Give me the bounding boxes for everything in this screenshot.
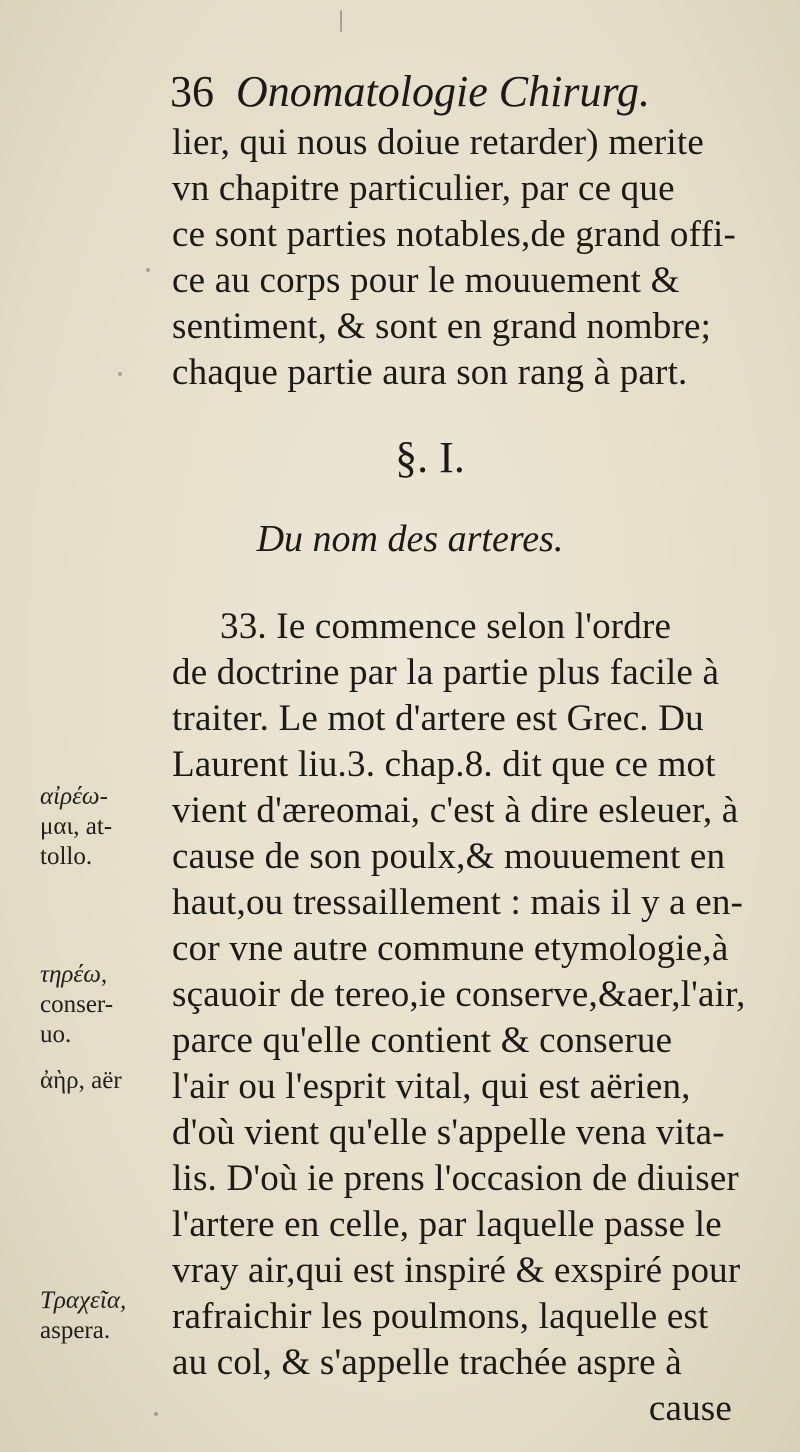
margin-line: tollo.: [40, 843, 93, 870]
page-header: [170, 62, 770, 122]
text-line: vient d'æreomai, c'est à dire esleuer, à: [172, 790, 739, 831]
paper-speck: [118, 372, 122, 376]
margin-line: aspera.: [40, 1317, 111, 1344]
margin-note: [40, 1066, 158, 1096]
text-line: cause de son poulx,& mouuement en: [172, 836, 726, 877]
text-line: ce sont parties notables,de grand offi-: [172, 214, 736, 255]
page-number: 36: [170, 67, 214, 116]
text-line: sçauoir de tereo,ie conserve,&aer,l'air,: [172, 974, 746, 1015]
paragraph-33: [172, 604, 772, 1432]
paper-speck: [340, 10, 342, 32]
text-line: sentiment, & sont en grand nombre;: [172, 306, 712, 347]
text-line: Laurent liu.3. chap.8. dit que ce mot: [172, 744, 716, 785]
margin-note: [40, 782, 158, 872]
paper-speck: [154, 1412, 158, 1416]
text-line: 33. Ie commence selon l'ordre: [220, 606, 672, 647]
text-line: parce qu'elle contient & conserue: [172, 1020, 673, 1061]
text-line: d'où vient qu'elle s'appelle vena vita-: [172, 1112, 725, 1153]
margin-note: [40, 1286, 158, 1346]
text-line: vn chapitre particulier, par ce que: [172, 168, 675, 209]
margin-line: conser-: [40, 991, 114, 1018]
margin-note: [40, 960, 158, 1050]
paper-speck: [146, 268, 150, 272]
margin-line: τηρέω,: [40, 961, 108, 988]
text-line: au col, & s'appelle trachée aspre à: [172, 1342, 682, 1383]
section-number: §. I.: [395, 433, 465, 482]
text-line: de doctrine par la partie plus facile à: [172, 652, 720, 693]
catchword: cause: [648, 1388, 732, 1429]
margin-line: αἰρέω-: [40, 783, 108, 810]
text-line: ce au corps pour le mouuement &: [172, 260, 680, 301]
text-line: l'air ou l'esprit vital, qui est aërien,: [172, 1066, 691, 1107]
text-line: lis. D'où ie prens l'occasion de diuiser: [172, 1158, 739, 1199]
text-line: chaque partie aura son rang à part.: [172, 352, 688, 393]
text-line: traiter. Le mot d'artere est Grec. Du: [172, 698, 704, 739]
running-title: Onomatologie Chirurg.: [236, 67, 650, 116]
text-line: haut,ou tressaillement : mais il y a en-: [172, 882, 744, 923]
margin-line: uo.: [40, 1021, 72, 1048]
section-title: Du nom des arteres.: [256, 518, 564, 560]
text-line: l'artere en celle, par laquelle passe le: [172, 1204, 722, 1245]
margin-line: ἀὴρ, aër: [40, 1067, 122, 1094]
margin-line: Τραχεῖα,: [40, 1287, 127, 1314]
margin-line: μαι, at-: [40, 813, 113, 840]
text-line: cor vne autre commune etymologie,à: [172, 928, 729, 969]
text-line: lier, qui nous doiue retarder) merite: [172, 122, 704, 163]
text-line: vray air,qui est inspiré & exspiré pour: [172, 1250, 741, 1291]
text-line: rafraichir les poulmons, laquelle est: [172, 1296, 709, 1337]
paragraph-continued: [172, 120, 772, 396]
